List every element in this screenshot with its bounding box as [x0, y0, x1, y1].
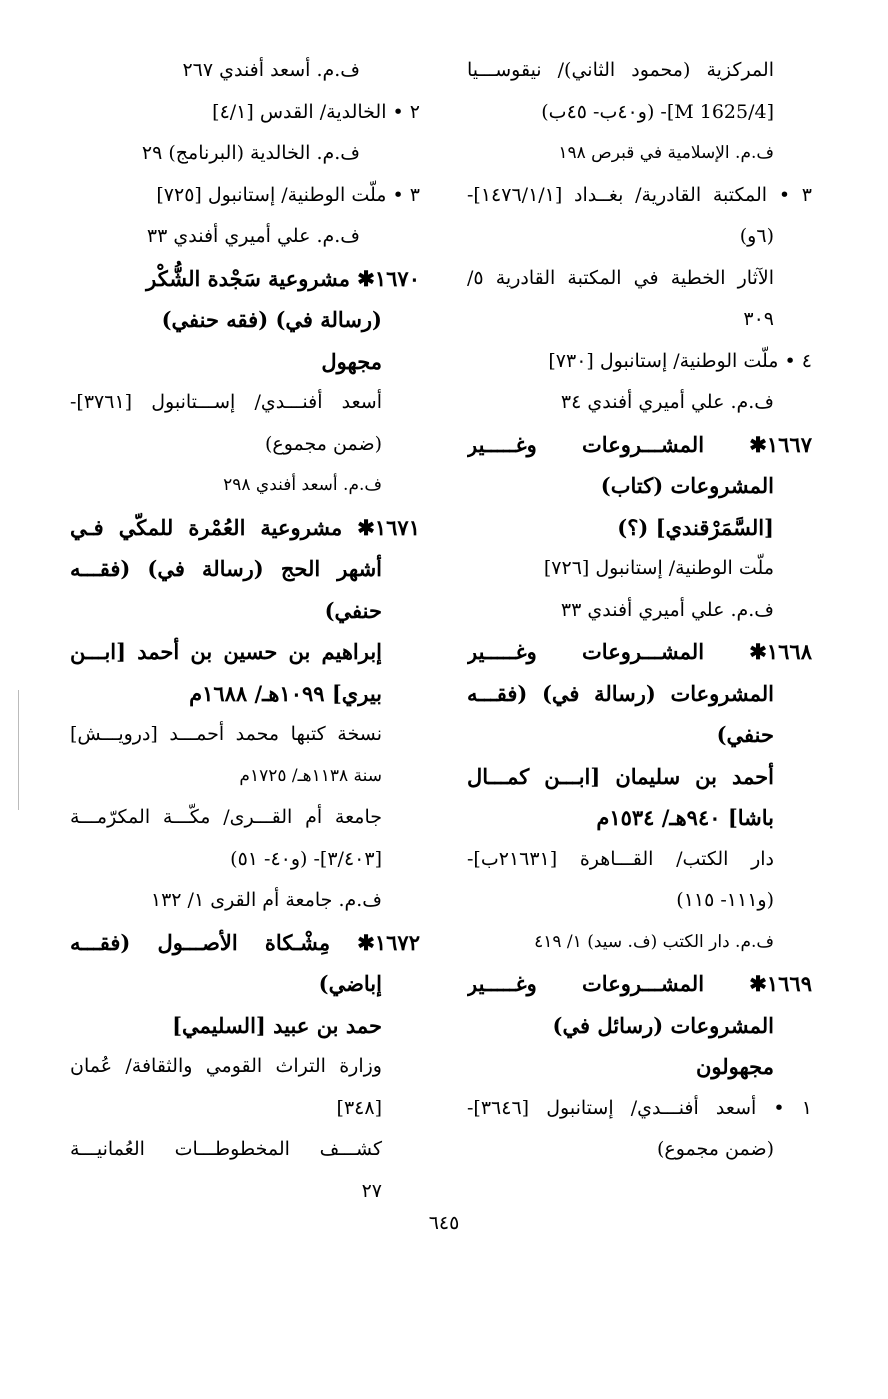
right-column-line: [السَّمَرْقندي] (؟) [617, 514, 774, 540]
left-column-line: مجهول [321, 348, 382, 374]
right-column-line: ملّت الوطنية/ إستانبول [٧٢٦] [543, 557, 774, 579]
left-column-line: ف.م. علي أميري أفندي ٣٣ [146, 225, 360, 247]
right-column-line: ف.م. علي أميري أفندي ٣٤ [560, 391, 774, 413]
right-column [467, 50, 812, 1171]
left-column-line: ١٦٧١✱ مشروعية العُمْرة للمكّي فـي [70, 514, 420, 540]
left-column-line: (ضمن مجموع) [264, 432, 382, 455]
left-column-line: كشـــف المخطوطـــات العُمانيـــة [70, 1138, 382, 1160]
page-number: ٦٤٥ [428, 1212, 460, 1234]
right-column-line: أحمد بن سليمان [ابـــن كمـــال [467, 763, 774, 789]
left-column-line: ف.م. أسعد أفندي ٢٦٧ [182, 59, 360, 81]
left-column-line: إبراهيم بن حسين بن أحمد [ابـــن [70, 639, 382, 664]
right-column-line: ٤ • ملّت الوطنية/ إستانبول [٧٣٠] [548, 349, 812, 372]
left-column-line: ٣ • ملّت الوطنية/ إستانبول [٧٢٥] [156, 183, 420, 206]
left-column-line: حنفي) [324, 597, 382, 623]
left-column-line: وزارة التراث القومي والثقافة/ عُمان [70, 1055, 382, 1077]
scan-edge-line [18, 690, 19, 810]
left-column-line: حمد بن عبيد [السليمي] [172, 1012, 382, 1038]
right-column-line: حنفي) [716, 722, 774, 747]
right-column-line: المشروعات (كتاب) [600, 473, 774, 498]
right-column-line: (و١١١- ١١٥) [676, 889, 774, 911]
right-column-line: ف.م. دار الكتب (ف. سيد) ١/ ٤١٩ [534, 931, 774, 952]
right-column-line: مجهولون [695, 1054, 774, 1079]
right-column-line: باشا] ٩٤٠هـ/ ١٥٣٤م [596, 805, 774, 830]
left-column-line: ف.م. أسعد أفندي ٢٩٨ [223, 475, 382, 495]
right-column-line: ١٦٦٧✱ المشـــروعات وغـــــير [467, 431, 812, 457]
right-column-line: (ضمن مجموع) [656, 1138, 774, 1160]
right-column-line: المشروعات (رسالة في) (فقـــه [467, 680, 774, 706]
right-column-line: الآثار الخطية في المكتبة القادرية ٥/ [467, 266, 774, 289]
left-column-line: نسخة كتبها محمد أحمـــد [درويـــش] [70, 723, 382, 745]
left-column-line: ٢٧ [361, 1179, 382, 1202]
right-column-line: [M 1625/4]- (و٤٠ب- ٤٥ب) [541, 100, 774, 123]
left-column-line: [٣٤٨] [336, 1096, 382, 1119]
right-column-line: ٣ • المكتبة القادرية/ بغــداد [١٤٧٦/١/١]- [467, 183, 812, 206]
right-column-line: المركزية (محمود الثاني)/ نيقوســـيا [467, 59, 774, 81]
right-column-line: دار الكتب/ القـــاهرة [٢١٦٣١ب]- [467, 847, 774, 870]
left-column-line: ف.م. الخالدية (البرنامج) ٢٩ [141, 142, 360, 164]
left-column-line: [٣/٤٠٣]- (و٤٠- ٥١) [230, 847, 382, 870]
left-column-line: ٢ • الخالدية/ القدس [٤/١] [212, 100, 420, 123]
left-column-line: ف.م. جامعة أم القرى ١/ ١٣٢ [150, 889, 382, 911]
right-column-line: ١٦٦٨✱ المشـــروعات وغـــــير [467, 639, 812, 664]
left-column-line: أسعد أفنـــدي/ إســـتانبول [٣٧٦١]- [70, 391, 382, 413]
right-column-line: ١ • أسعد أفنـــدي/ إستانبول [٣٦٤٦]- [467, 1096, 812, 1119]
right-column-line: ف.م. علي أميري أفندي ٣٣ [560, 598, 774, 621]
left-column-line: أشهر الحج (رسالة في) (فقـــه [70, 556, 382, 581]
left-column-line: ١٦٧٢✱ مِشْـكاة الأصـــول (فقـــه [70, 929, 420, 955]
left-column [70, 50, 420, 1212]
right-column-line: ١٦٦٩✱ المشـــروعات وغـــــير [467, 971, 812, 996]
left-column-line: ١٦٧٠✱ مشروعية سَجْدة الشُّكْر [146, 265, 420, 291]
right-column-line: (٦و) [739, 225, 774, 247]
left-column-line: سنة ١١٣٨هـ/ ١٧٢٥م [239, 765, 382, 786]
left-column-line: جامعة أم القـــرى/ مكّـــة المكرّمـــة [70, 806, 382, 828]
right-column-line: المشروعات (رسائل في) [552, 1012, 774, 1038]
right-column-line: ف.م. الإسلامية في قبرص ١٩٨ [558, 143, 774, 163]
left-column-line: بيري] ١٠٩٩هـ/ ١٦٨٨م [189, 680, 382, 706]
left-column-line: (رسالة في) (فقه حنفي) [161, 307, 382, 332]
right-column-line: ٣٠٩ [743, 308, 774, 330]
left-column-line: إباضي) [318, 971, 382, 996]
